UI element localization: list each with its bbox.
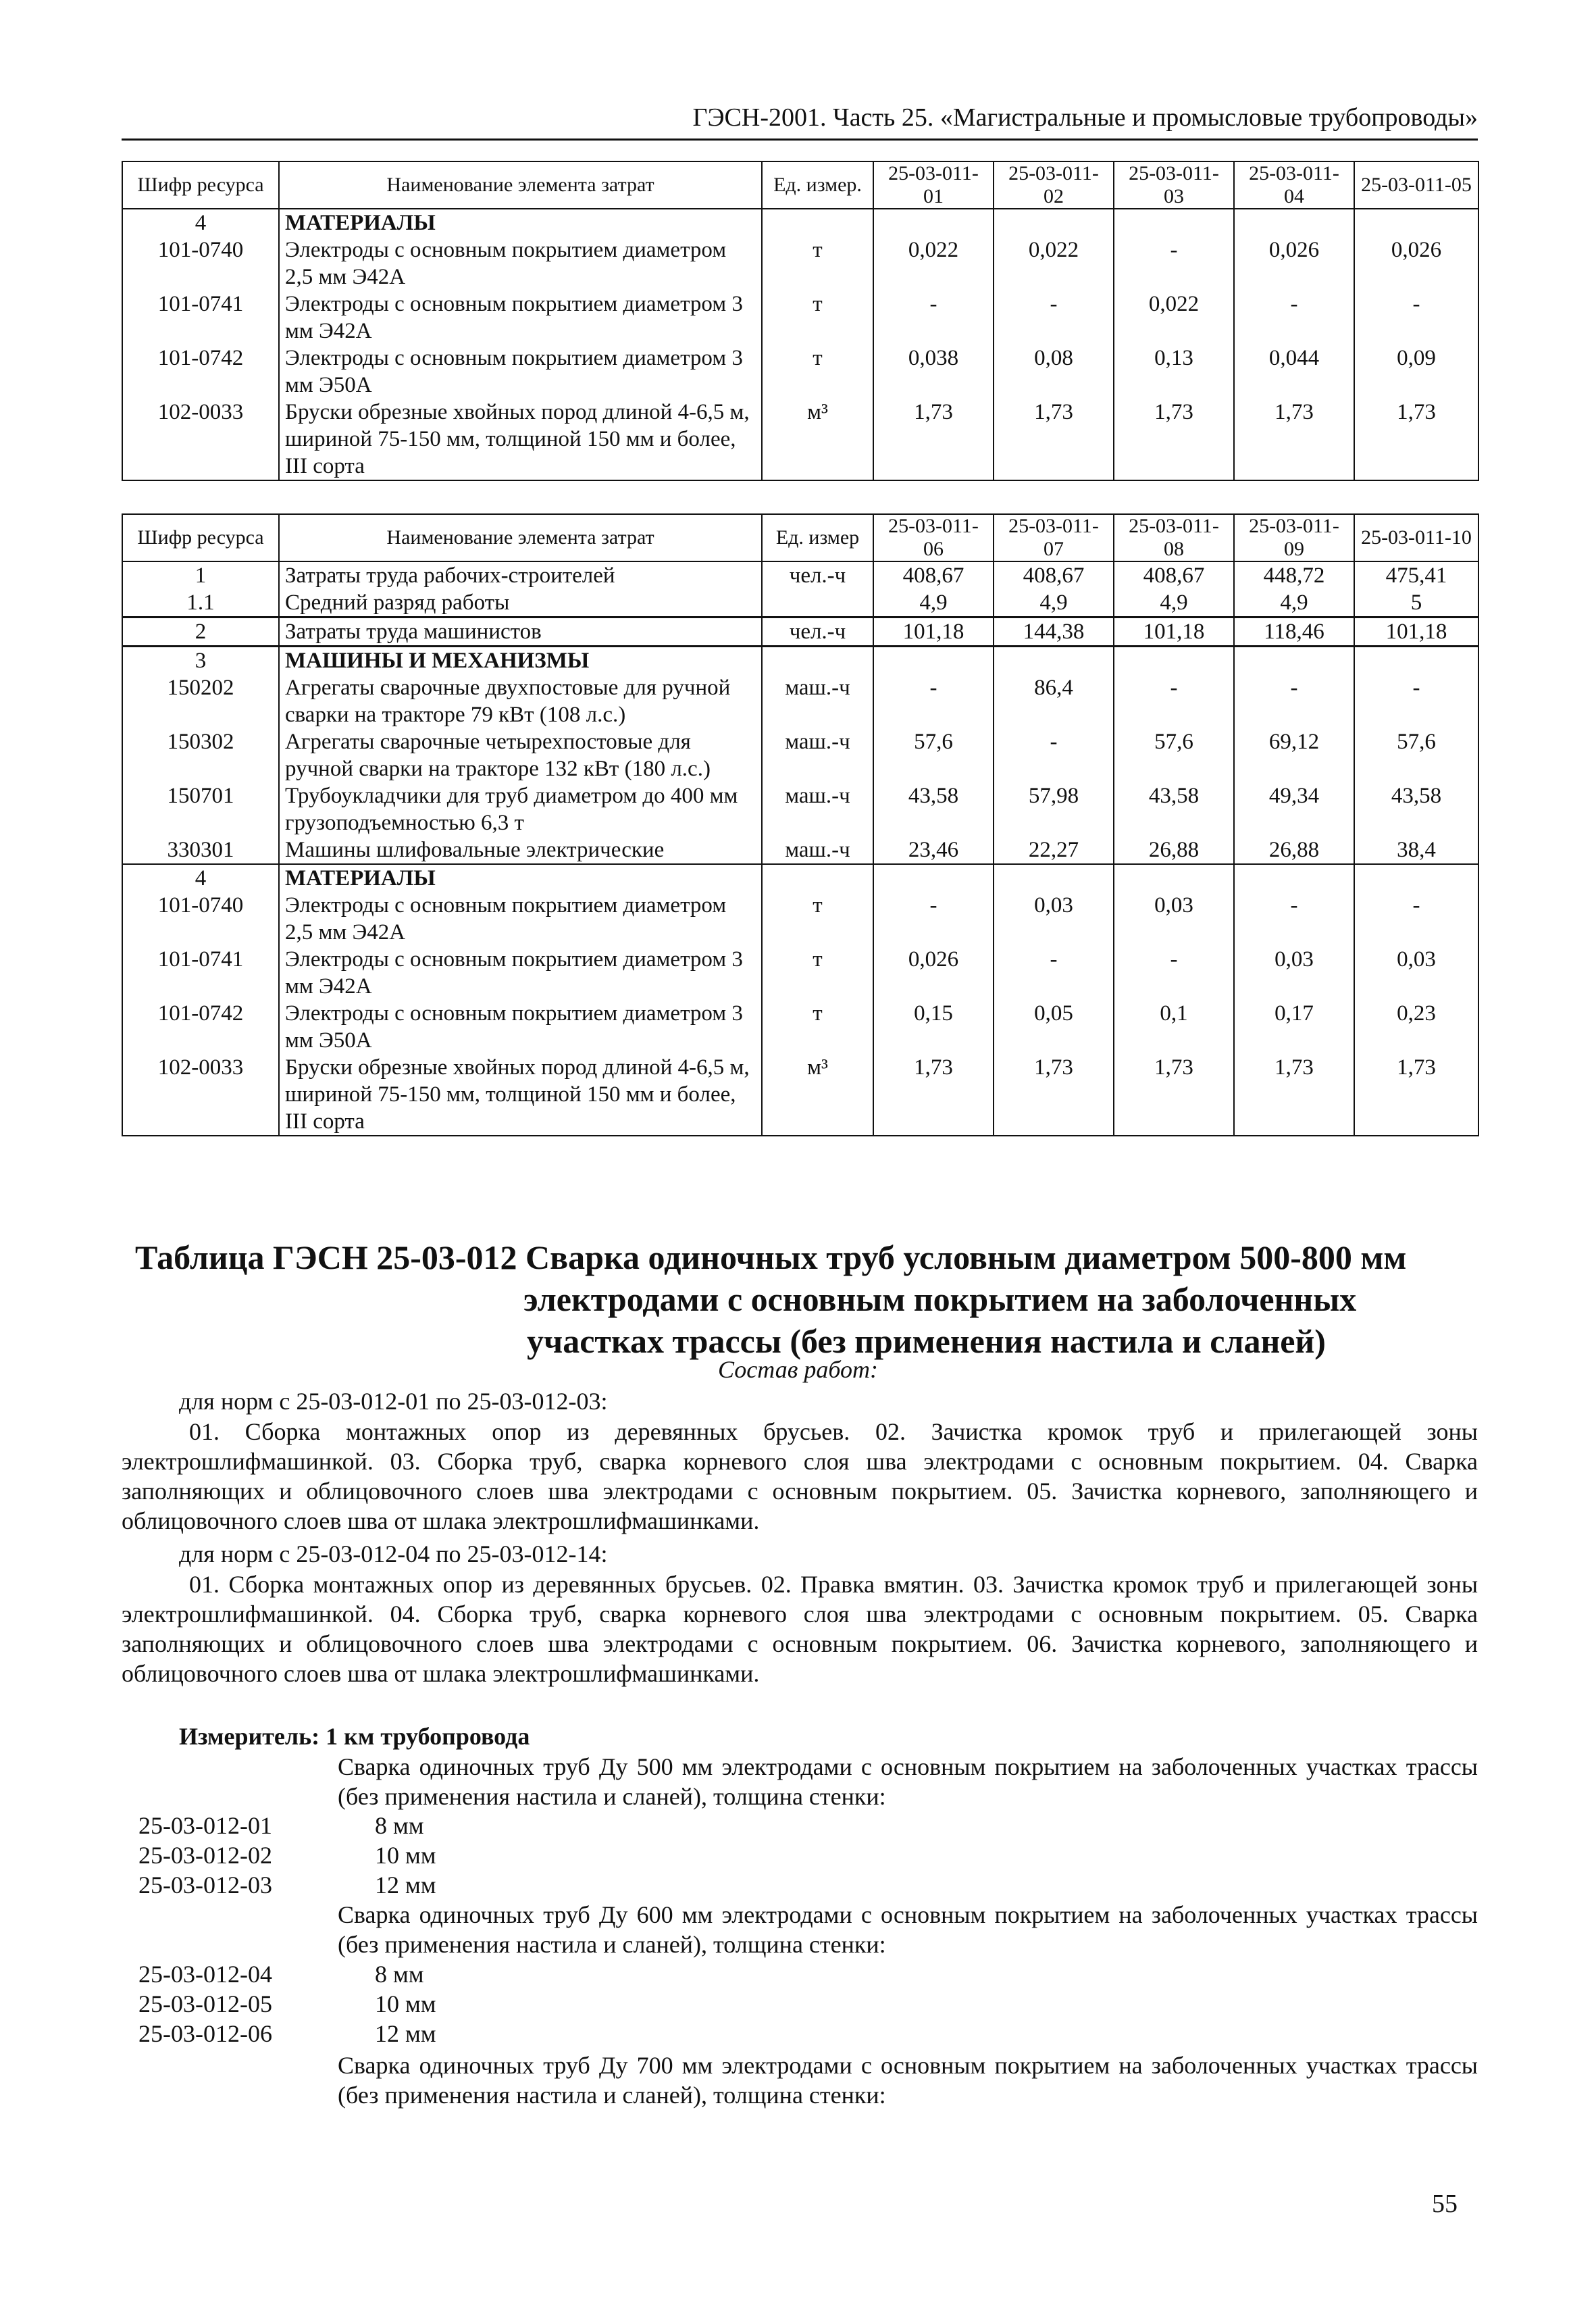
empty-cell <box>873 864 994 892</box>
unit-cell: т <box>762 1000 873 1054</box>
resource-name: Агрегаты сварочные четырехпостовые для ручной сварки на тракторе 132 кВт (180 л.с.) <box>279 728 762 782</box>
group-description: Сварка одиночных труб Ду 700 мм электродами с основным покрытием на заболоченных участках трассы (без применения настила и сланей), толщина стенки: <box>338 2052 1478 2109</box>
norm-code: 25-03-012-06 <box>138 2020 272 2047</box>
resource-code: 2 <box>122 618 279 647</box>
value-cell: 1,73 <box>873 399 994 480</box>
unit-cell: маш.-ч <box>762 674 873 728</box>
norm-value: 12 мм <box>375 1871 436 1898</box>
value-cell: 0,03 <box>994 892 1114 946</box>
value-cell: - <box>1234 291 1354 345</box>
value-cell: - <box>1114 674 1234 728</box>
resource-code: 150701 <box>122 782 279 836</box>
value-cell: 22,27 <box>994 836 1114 864</box>
unit-cell: т <box>762 892 873 946</box>
value-cell: 1,73 <box>1354 1054 1478 1136</box>
running-header: ГЭСН-2001. Часть 25. «Магистральные и промысловые трубопроводы» <box>692 103 1478 132</box>
empty-cell <box>994 864 1114 892</box>
col-header-code: Шифр ресурса <box>122 514 279 561</box>
unit-cell: т <box>762 345 873 399</box>
resource-code: 1 <box>122 561 279 589</box>
norm-value: 10 мм <box>375 1842 436 1869</box>
resource-name: Бруски обрезные хвойных пород длиной 4-6,5 м, шириной 75-150 мм, толщиной 150 мм и более, III сорта <box>279 399 762 480</box>
table-row <box>122 892 1478 946</box>
section-title: МАТЕРИАЛЫ <box>279 209 762 236</box>
col-header-unit: Ед. измер. <box>762 161 873 209</box>
norm-value: 10 мм <box>375 1990 436 2017</box>
value-cell: 144,38 <box>994 618 1114 647</box>
section-title-line: электродами с основным покрытием на заболоченных <box>523 1280 1357 1318</box>
norm-value: 8 мм <box>375 1812 424 1839</box>
section-row <box>122 864 1478 892</box>
resource-code: 1.1 <box>122 589 279 618</box>
value-cell: 101,18 <box>1354 618 1478 647</box>
value-cell: 475,41 <box>1354 561 1478 589</box>
value-cell: 57,6 <box>1114 728 1234 782</box>
value-cell: 1,73 <box>1114 1054 1234 1136</box>
resource-code: 101-0742 <box>122 1000 279 1054</box>
value-cell: 1,73 <box>1234 399 1354 480</box>
resource-name: Электроды с основным покрытием диаметром 2,5 мм Э42А <box>279 236 762 291</box>
value-cell: 4,9 <box>873 589 994 618</box>
table-header-row <box>122 161 1478 209</box>
resource-name: Трубоукладчики для труб диаметром до 400 мм грузоподъемностью 6,3 т <box>279 782 762 836</box>
empty-cell <box>762 589 873 618</box>
table-row <box>122 1000 1478 1054</box>
value-cell: 0,03 <box>1234 946 1354 1000</box>
table-row <box>122 728 1478 782</box>
resource-code: 330301 <box>122 836 279 864</box>
value-cell: - <box>1234 892 1354 946</box>
resource-name: Затраты труда машинистов <box>279 618 762 647</box>
table-row <box>122 782 1478 836</box>
value-cell: - <box>1354 892 1478 946</box>
empty-cell <box>1114 864 1234 892</box>
empty-cell <box>1234 864 1354 892</box>
operators-row <box>122 618 1478 647</box>
value-cell: 26,88 <box>1114 836 1234 864</box>
value-cell: 0,044 <box>1234 345 1354 399</box>
norm-code: 25-03-012-01 <box>138 1812 272 1839</box>
value-cell: 57,6 <box>1354 728 1478 782</box>
table-row <box>122 836 1478 864</box>
composition-label: Состав работ: <box>718 1356 878 1383</box>
value-cell: 0,08 <box>994 345 1114 399</box>
empty-cell <box>1234 647 1354 675</box>
value-cell: 57,98 <box>994 782 1114 836</box>
value-cell: 408,67 <box>873 561 994 589</box>
empty-cell <box>1234 209 1354 236</box>
unit-cell: т <box>762 946 873 1000</box>
unit-cell: маш.-ч <box>762 782 873 836</box>
resource-name: Электроды с основным покрытием диаметром 3 мм Э42А <box>279 946 762 1000</box>
value-cell: 0,022 <box>873 236 994 291</box>
empty-cell <box>994 209 1114 236</box>
resource-name: Электроды с основным покрытием диаметром 2,5 мм Э42А <box>279 892 762 946</box>
table-header-row <box>122 514 1478 561</box>
section-title: МАШИНЫ И МЕХАНИЗМЫ <box>279 647 762 675</box>
norms-table-011-06-10 <box>122 513 1479 1136</box>
meter-label: Измеритель: 1 км трубопровода <box>179 1723 530 1750</box>
value-cell: 0,15 <box>873 1000 994 1054</box>
empty-cell <box>762 209 873 236</box>
value-cell: 86,4 <box>994 674 1114 728</box>
value-cell: 1,73 <box>873 1054 994 1136</box>
resource-code: 102-0033 <box>122 1054 279 1136</box>
col-header-norm: 25-03-011-03 <box>1114 161 1234 209</box>
header-rule <box>122 139 1478 141</box>
value-cell: 101,18 <box>873 618 994 647</box>
col-header-norm: 25-03-011-08 <box>1114 514 1234 561</box>
grade-row <box>122 589 1478 618</box>
value-cell: 0,1 <box>1114 1000 1234 1054</box>
section-title: МАТЕРИАЛЫ <box>279 864 762 892</box>
value-cell: 0,03 <box>1354 946 1478 1000</box>
norm-value: 12 мм <box>375 2020 436 2047</box>
group-description: Сварка одиночных труб Ду 500 мм электродами с основным покрытием на заболоченных участках трассы (без применения настила и сланей), толщина стенки: <box>338 1753 1478 1810</box>
value-cell: 5 <box>1354 589 1478 618</box>
section-code: 4 <box>122 209 279 236</box>
unit-cell: т <box>762 236 873 291</box>
unit-cell: м³ <box>762 1054 873 1136</box>
col-header-norm: 25-03-011-02 <box>994 161 1114 209</box>
value-cell: 101,18 <box>1114 618 1234 647</box>
empty-cell <box>1354 864 1478 892</box>
resource-name: Средний разряд работы <box>279 589 762 618</box>
table-row <box>122 236 1478 291</box>
value-cell: 1,73 <box>1114 399 1234 480</box>
table-row <box>122 946 1478 1000</box>
col-header-code: Шифр ресурса <box>122 161 279 209</box>
value-cell: - <box>1354 291 1478 345</box>
value-cell: - <box>1234 674 1354 728</box>
value-cell: 49,34 <box>1234 782 1354 836</box>
col-header-name: Наименование элемента затрат <box>279 514 762 561</box>
table-row <box>122 1054 1478 1136</box>
resource-code: 102-0033 <box>122 399 279 480</box>
value-cell: - <box>1354 674 1478 728</box>
value-cell: 0,022 <box>1114 291 1234 345</box>
col-header-norm: 25-03-011-06 <box>873 514 994 561</box>
unit-cell: чел.-ч <box>762 561 873 589</box>
col-header-name: Наименование элемента затрат <box>279 161 762 209</box>
page-number: 55 <box>1432 2190 1458 2218</box>
value-cell: - <box>873 892 994 946</box>
value-cell: 4,9 <box>1114 589 1234 618</box>
norm-code: 25-03-012-05 <box>138 1990 272 2017</box>
section-title-line: участках трассы (без применения настила и сланей) <box>527 1322 1326 1360</box>
table-row <box>122 674 1478 728</box>
value-cell: 43,58 <box>873 782 994 836</box>
value-cell: - <box>873 291 994 345</box>
norm-value: 8 мм <box>375 1961 424 1988</box>
section-row <box>122 209 1478 236</box>
value-cell: 23,46 <box>873 836 994 864</box>
value-cell: - <box>1114 946 1234 1000</box>
unit-cell: маш.-ч <box>762 728 873 782</box>
value-cell: 0,05 <box>994 1000 1114 1054</box>
section-code: 4 <box>122 864 279 892</box>
group-description: Сварка одиночных труб Ду 600 мм электродами с основным покрытием на заболоченных участках трассы (без применения настила и сланей), толщина стенки: <box>338 1901 1478 1958</box>
empty-cell <box>762 864 873 892</box>
value-cell: 0,026 <box>873 946 994 1000</box>
resource-name: Электроды с основным покрытием диаметром 3 мм Э42А <box>279 291 762 345</box>
value-cell: 43,58 <box>1354 782 1478 836</box>
resource-code: 101-0742 <box>122 345 279 399</box>
empty-cell <box>1114 647 1234 675</box>
resource-name: Машины шлифовальные электрические <box>279 836 762 864</box>
resource-name: Бруски обрезные хвойных пород длиной 4-6,5 м, шириной 75-150 мм, толщиной 150 мм и более, III сорта <box>279 1054 762 1136</box>
norms-table-011-01-05 <box>122 161 1479 481</box>
resource-name: Электроды с основным покрытием диаметром 3 мм Э50А <box>279 1000 762 1054</box>
norm-code: 25-03-012-03 <box>138 1871 272 1898</box>
norms-range-label: для норм с 25-03-012-04 по 25-03-012-14: <box>179 1540 608 1567</box>
value-cell: 448,72 <box>1234 561 1354 589</box>
value-cell: 4,9 <box>994 589 1114 618</box>
value-cell: 38,4 <box>1354 836 1478 864</box>
col-header-unit: Ед. измер <box>762 514 873 561</box>
section-code: 3 <box>122 647 279 675</box>
table-row <box>122 291 1478 345</box>
value-cell: - <box>994 291 1114 345</box>
value-cell: - <box>1114 236 1234 291</box>
value-cell: 0,17 <box>1234 1000 1354 1054</box>
section-title-line: Таблица ГЭСН 25-03-012 Сварка одиночных труб условным диаметром 500-800 мм <box>135 1238 1407 1276</box>
value-cell: - <box>873 674 994 728</box>
resource-code: 101-0740 <box>122 236 279 291</box>
col-header-norm: 25-03-011-01 <box>873 161 994 209</box>
col-header-norm: 25-03-011-04 <box>1234 161 1354 209</box>
unit-cell: маш.-ч <box>762 836 873 864</box>
value-cell: 0,13 <box>1114 345 1234 399</box>
works-paragraph: 01. Сборка монтажных опор из деревянных брусьев. 02. Зачистка кромок труб и прилегающей зоны электрошлифмашинкой. 03. Сборка труб, сварка корневого слоя шва электродами с основным покрытием. 04. Сварка заполняющих и облицовочного слоев шва электродами с основным покрытием. 05. Зачистка корневого, заполняющего и облицовочного слоев шва от шлака электрошлифмашинками. <box>122 1418 1478 1534</box>
norm-code: 25-03-012-02 <box>138 1842 272 1869</box>
value-cell: 408,67 <box>994 561 1114 589</box>
section-title-block <box>122 1236 1478 1362</box>
resource-name: Электроды с основным покрытием диаметром 3 мм Э50А <box>279 345 762 399</box>
value-cell: 408,67 <box>1114 561 1234 589</box>
value-cell: 0,022 <box>994 236 1114 291</box>
value-cell: - <box>994 946 1114 1000</box>
empty-cell <box>873 209 994 236</box>
value-cell: 0,038 <box>873 345 994 399</box>
unit-cell: т <box>762 291 873 345</box>
col-header-norm: 25-03-011-07 <box>994 514 1114 561</box>
col-header-norm: 25-03-011-05 <box>1354 161 1478 209</box>
resource-code: 101-0740 <box>122 892 279 946</box>
value-cell: 1,73 <box>994 399 1114 480</box>
resource-code: 150302 <box>122 728 279 782</box>
empty-cell <box>1354 647 1478 675</box>
value-cell: 4,9 <box>1234 589 1354 618</box>
value-cell: 1,73 <box>1234 1054 1354 1136</box>
norms-range-label: для норм с 25-03-012-01 по 25-03-012-03: <box>179 1388 608 1415</box>
empty-cell <box>1114 209 1234 236</box>
resource-code: 150202 <box>122 674 279 728</box>
col-header-norm: 25-03-011-10 <box>1354 514 1478 561</box>
value-cell: 1,73 <box>994 1054 1114 1136</box>
value-cell: 26,88 <box>1234 836 1354 864</box>
section-row <box>122 647 1478 675</box>
resource-name: Затраты труда рабочих-строителей <box>279 561 762 589</box>
value-cell: 43,58 <box>1114 782 1234 836</box>
value-cell: 0,09 <box>1354 345 1478 399</box>
value-cell: 69,12 <box>1234 728 1354 782</box>
labor-row <box>122 561 1478 589</box>
value-cell: 1,73 <box>1354 399 1478 480</box>
resource-name: Агрегаты сварочные двухпостовые для ручной сварки на тракторе 79 кВт (108 л.с.) <box>279 674 762 728</box>
empty-cell <box>1354 209 1478 236</box>
unit-cell: чел.-ч <box>762 618 873 647</box>
value-cell: 0,23 <box>1354 1000 1478 1054</box>
value-cell: 0,026 <box>1354 236 1478 291</box>
works-paragraph: 01. Сборка монтажных опор из деревянных брусьев. 02. Правка вмятин. 03. Зачистка кромок труб и прилегающей зоны электрошлифмашинкой. 04. Сборка труб, сварка корневого слоя шва электродами с основным покрытием. 05. Сварка заполняющих и облицовочного слоев шва электродами с основным покрытием. 06. Зачистка корневого, заполняющего и облицовочного слоев шва от шлака электрошлифмашинками. <box>122 1571 1478 1687</box>
resource-code: 101-0741 <box>122 291 279 345</box>
empty-cell <box>873 647 994 675</box>
value-cell: 57,6 <box>873 728 994 782</box>
norm-code: 25-03-012-04 <box>138 1961 272 1988</box>
resource-code: 101-0741 <box>122 946 279 1000</box>
table-row <box>122 345 1478 399</box>
col-header-norm: 25-03-011-09 <box>1234 514 1354 561</box>
empty-cell <box>994 647 1114 675</box>
empty-cell <box>762 647 873 675</box>
value-cell: 0,03 <box>1114 892 1234 946</box>
table-row <box>122 399 1478 480</box>
unit-cell: м³ <box>762 399 873 480</box>
value-cell: - <box>994 728 1114 782</box>
value-cell: 0,026 <box>1234 236 1354 291</box>
value-cell: 118,46 <box>1234 618 1354 647</box>
